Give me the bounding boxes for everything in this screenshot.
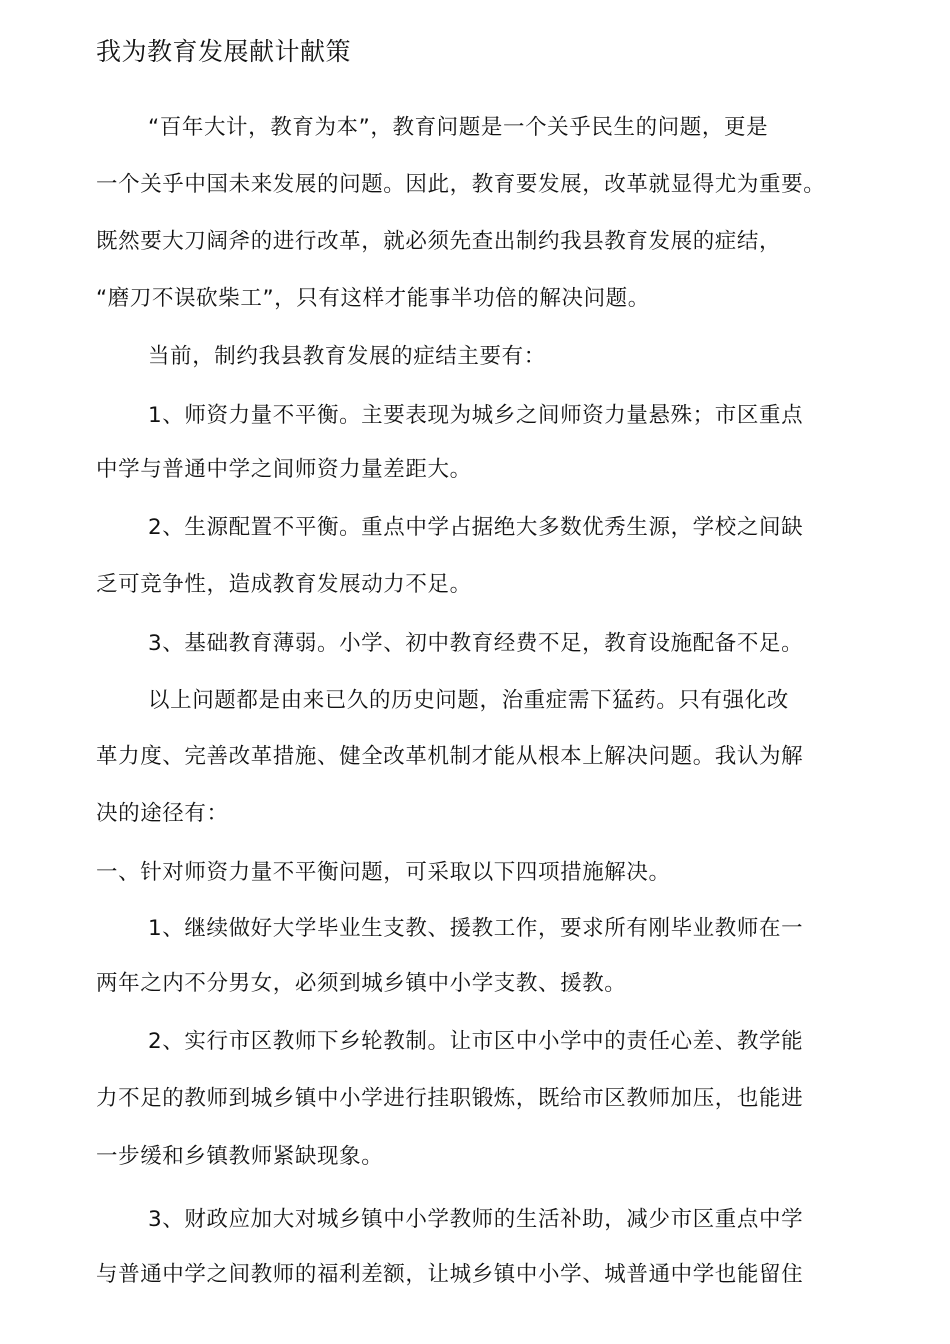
paragraph-line: “磨刀不误砍柴工”，只有这样才能事半功倍的解决问题。 — [96, 286, 650, 311]
paragraph-line: “百年大计，教育为本”，教育问题是一个关乎民生的问题，更是 — [148, 115, 769, 140]
document-title: 我为教育发展献计献策 — [96, 37, 352, 66]
paragraph-line: 既然要大刀阔斧的进行改革，就必须先查出制约我县教育发展的症结， — [96, 229, 782, 254]
paragraph-line: 革力度、完善改革措施、健全改革机制才能从根本上解决问题。我认为解 — [96, 744, 804, 769]
paragraph-line: 中学与普通中学之间师资力量差距大。 — [96, 457, 472, 482]
paragraph-line: 一、针对师资力量不平衡问题，可采取以下四项措施解决。 — [96, 860, 671, 885]
paragraph-line: 一步缓和乡镇教师紧缺现象。 — [96, 1144, 384, 1169]
paragraph-line: 2、实行市区教师下乡轮教制。让市区中小学中的责任心差、教学能 — [148, 1029, 804, 1054]
paragraph-line: 一个关乎中国未来发展的问题。因此，教育要发展，改革就显得尤为重要。 — [96, 172, 826, 197]
paragraph-line: 2、生源配置不平衡。重点中学占据绝大多数优秀生源，学校之间缺 — [148, 515, 804, 540]
paragraph-line: 乏可竞争性，造成教育发展动力不足。 — [96, 572, 472, 597]
paragraph-line: 3、基础教育薄弱。小学、初中教育经费不足，教育设施配备不足。 — [148, 631, 804, 656]
paragraph-line: 当前，制约我县教育发展的症结主要有： — [148, 344, 546, 369]
paragraph-line: 3、财政应加大对城乡镇中小学教师的生活补助，减少市区重点中学 — [148, 1207, 804, 1232]
paragraph-line: 与普通中学之间教师的福利差额，让城乡镇中小学、城普通中学也能留住 — [96, 1262, 804, 1287]
paragraph-line: 1、师资力量不平衡。主要表现为城乡之间师资力量悬殊；市区重点 — [148, 403, 804, 428]
paragraph-line: 两年之内不分男女，必须到城乡镇中小学支教、援教。 — [96, 971, 627, 996]
paragraph-line: 1、继续做好大学毕业生支教、援教工作，要求所有刚毕业教师在一 — [148, 916, 804, 941]
paragraph-line: 力不足的教师到城乡镇中小学进行挂职锻炼，既给市区教师加压，也能进 — [96, 1086, 804, 1111]
paragraph-line: 决的途径有： — [96, 801, 229, 826]
paragraph-line: 以上问题都是由来已久的历史问题，治重症需下猛药。只有强化改 — [148, 688, 789, 713]
